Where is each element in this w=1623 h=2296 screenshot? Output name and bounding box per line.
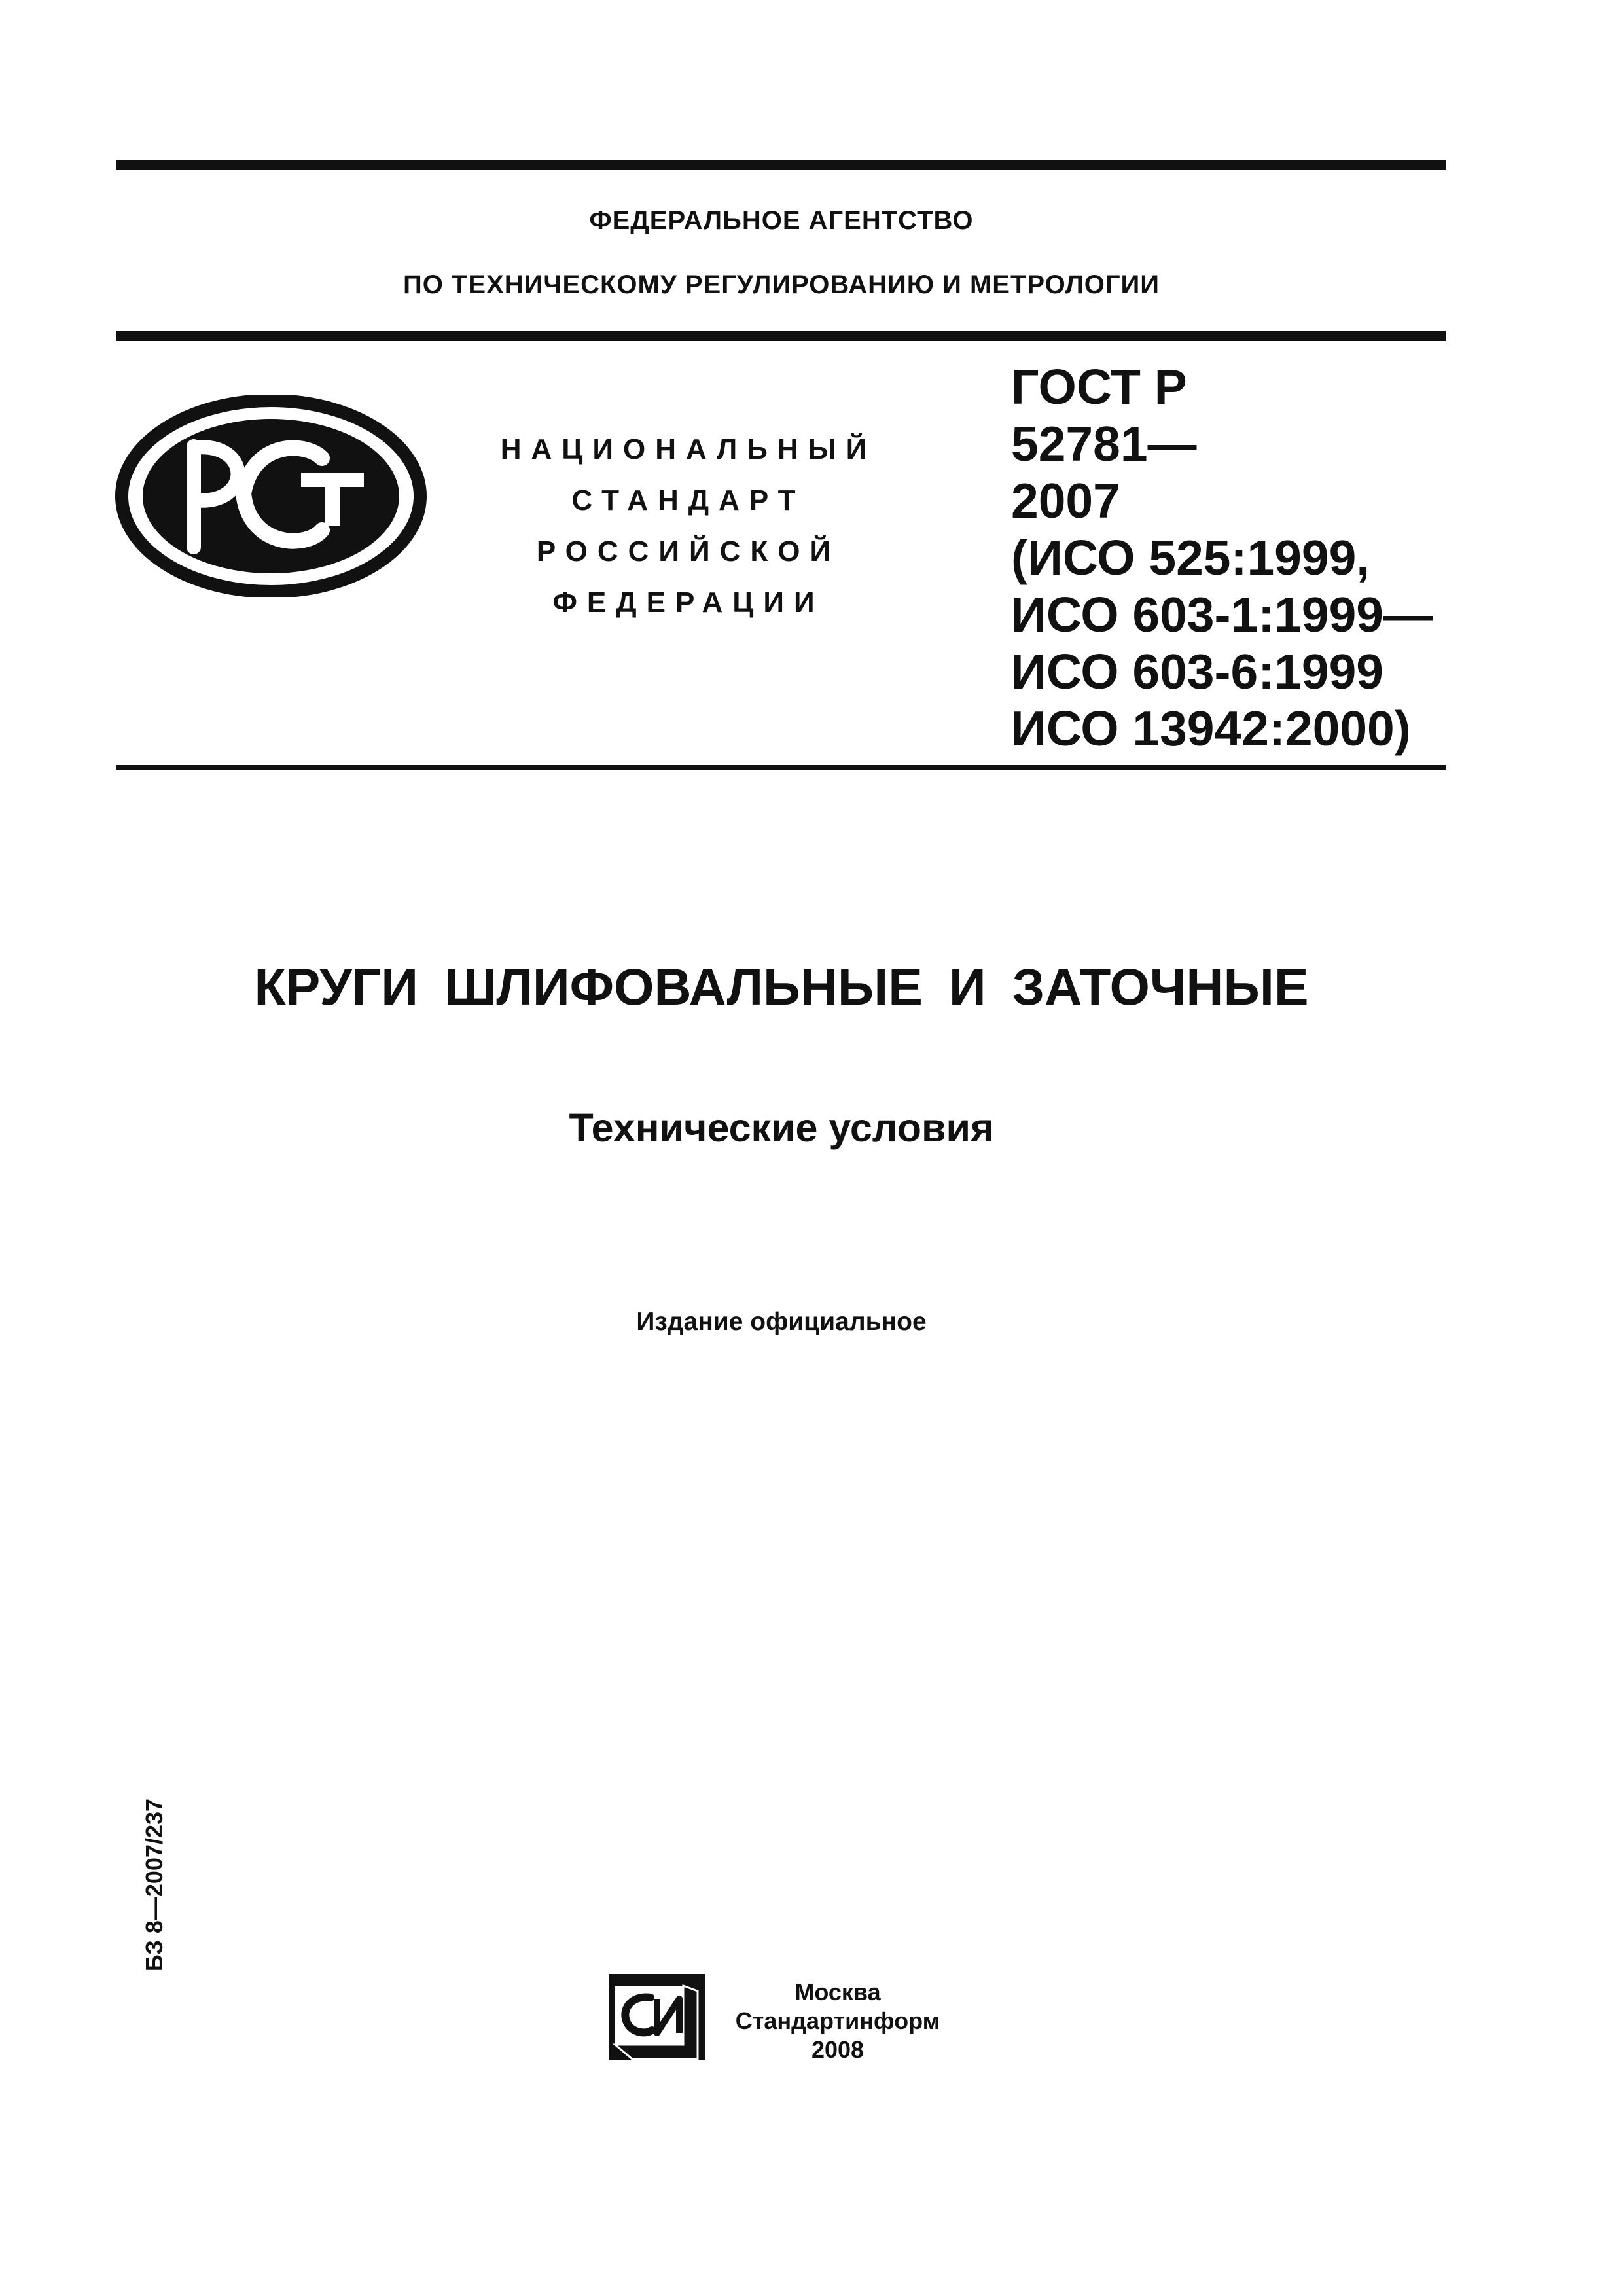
designation-line-4: (ИСО 525:1999,: [1011, 530, 1370, 585]
designation-line-1: ГОСТ Р: [1011, 359, 1187, 414]
designation-line-3: 2007: [1011, 473, 1120, 528]
designation-line-7: ИСО 13942:2000): [1011, 701, 1411, 756]
agency-line-2: ПО ТЕХНИЧЕСКОМУ РЕГУЛИРОВАНИЮ И МЕТРОЛОГИИ: [402, 270, 1160, 299]
document-subtitle: Технические условия: [569, 1105, 994, 1150]
middle-rule: [116, 331, 1446, 341]
rst-logo-icon: [115, 395, 427, 597]
standard-designation: [1011, 359, 1443, 757]
edition-label: Издание официальное: [636, 1308, 927, 1336]
standartinform-logo-icon: [606, 1971, 708, 2063]
side-code: БЗ 8—2007/237: [141, 1798, 168, 1972]
publisher-name: Стандартинформ: [735, 2007, 940, 2034]
agency-line-1: ФЕДЕРАЛЬНОЕ АГЕНТСТВО: [589, 206, 974, 235]
designation-line-6: ИСО 603-6:1999: [1011, 644, 1384, 699]
designation-line-5: ИСО 603-1:1999—: [1011, 587, 1433, 642]
designation-line-2: 52781—: [1011, 416, 1197, 471]
national-line-1: НАЦИОНАЛЬНЫЙ: [500, 433, 877, 465]
national-standard-label: [466, 424, 911, 628]
national-line-2: СТАНДАРТ: [571, 484, 806, 516]
publisher-year: 2008: [811, 2036, 865, 2063]
publisher-block: [726, 1978, 949, 2064]
national-line-3: РОССИЙСКОЙ: [536, 535, 841, 567]
bottom-rule: [116, 765, 1446, 770]
publisher-city: Москва: [794, 1979, 881, 2005]
top-rule: [116, 160, 1446, 170]
national-line-4: ФЕДЕРАЦИИ: [552, 586, 825, 619]
document-title: КРУГИ ШЛИФОВАЛЬНЫЕ И ЗАТОЧНЫЕ: [254, 958, 1309, 1016]
